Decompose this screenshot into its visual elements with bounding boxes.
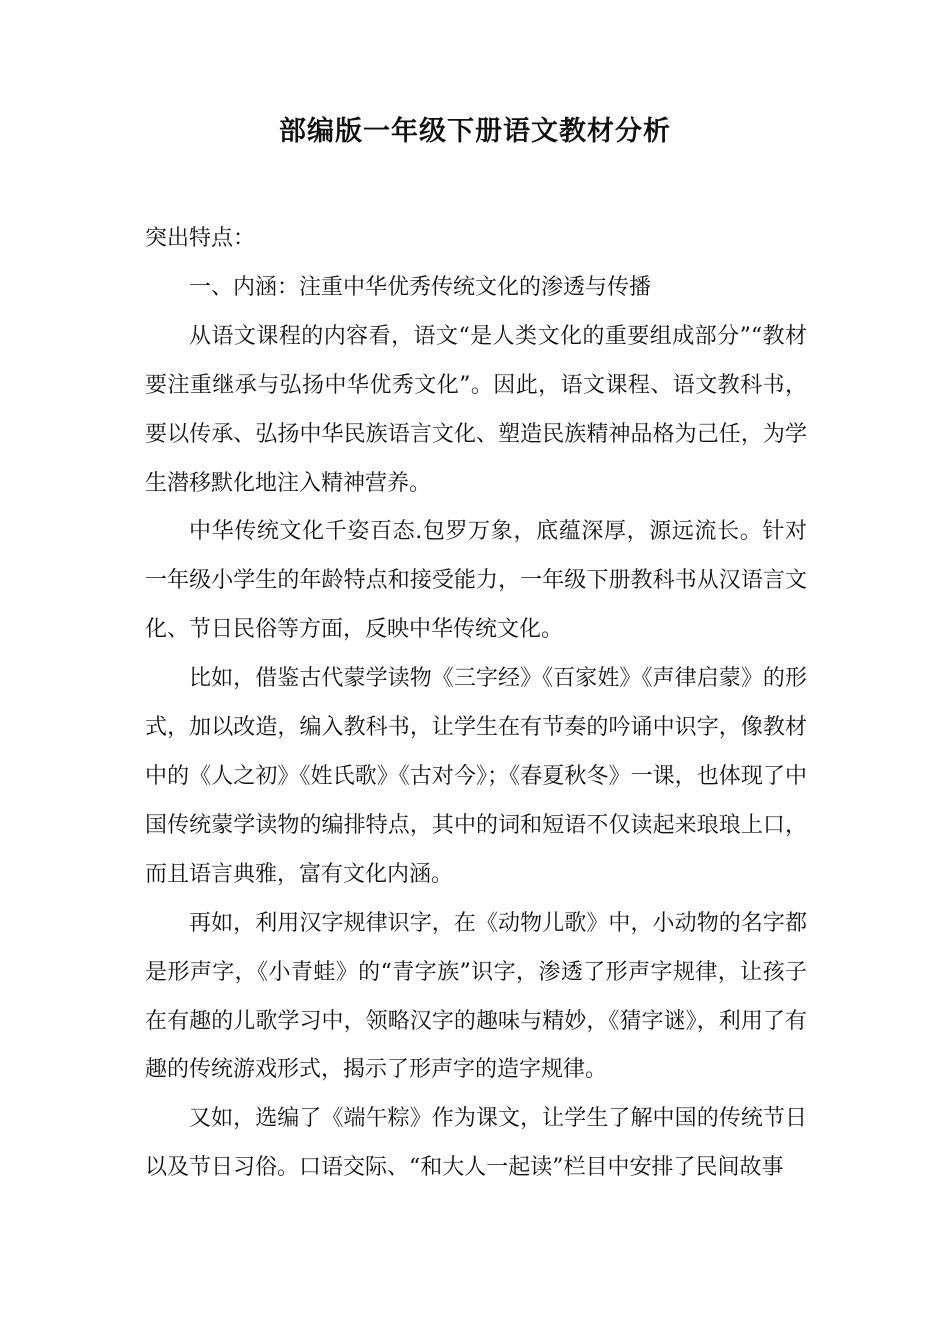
paragraph-heading: 突出特点： — [145, 226, 256, 251]
paragraph-section-title: 一、内涵：注重中华优秀传统文化的渗透与传播 — [189, 274, 652, 300]
paragraph: 比如，借鉴古代蒙学读物《三字经》《百家姓》《声律启蒙》的形式，加以改造，编入教科书，让学生在有节奏的吟诵中识字，像教材中的《人之初》《姓氏歌》《古对今》；《春夏秋冬》一课，也体现了中国传统蒙学读物的编排特点，其中的词和短语不仅读起来琅琅上口，而且语言典雅，富有文化内涵。 — [145, 666, 807, 887]
paragraph: 中华传统文化千姿百态.包罗万象，底蕴深厚，源远流长。针对一年级小学生的年龄特点和接受能力，一年级下册教科书从汉语言文化、节日民俗等方面，反映中华传统文化。 — [145, 519, 807, 643]
document-title: 部编版一年级下册语文教材分析 — [279, 116, 671, 147]
document-body — [145, 215, 807, 1193]
paragraph: 从语文课程的内容看，语文“是人类文化的重要组成部分”“教材要注重继承与弘扬中华优秀文化”。因此，语文课程、语文教科书，要以传承、弘扬中华民族语言文化、塑造民族精神品格为己任，为学生潜移默化地注入精神营养。 — [145, 323, 807, 496]
paragraph: 再如，利用汉字规律识字，在《动物儿歌》中，小动物的名字都是形声字，《小青蛙》的“青字族”识字，渗透了形声字规律，让孩子在有趣的儿歌学习中，领略汉字的趣味与精妙，《猜字谜》，利用了有趣的传统游戏形式，揭示了形声字的造字规律。 — [145, 910, 807, 1083]
paragraph: 又如，选编了《端午粽》作为课文，让学生了解中国的传统节日以及节日习俗。口语交际、“和大人一起读”栏目中安排了民间故事 — [145, 1106, 807, 1181]
